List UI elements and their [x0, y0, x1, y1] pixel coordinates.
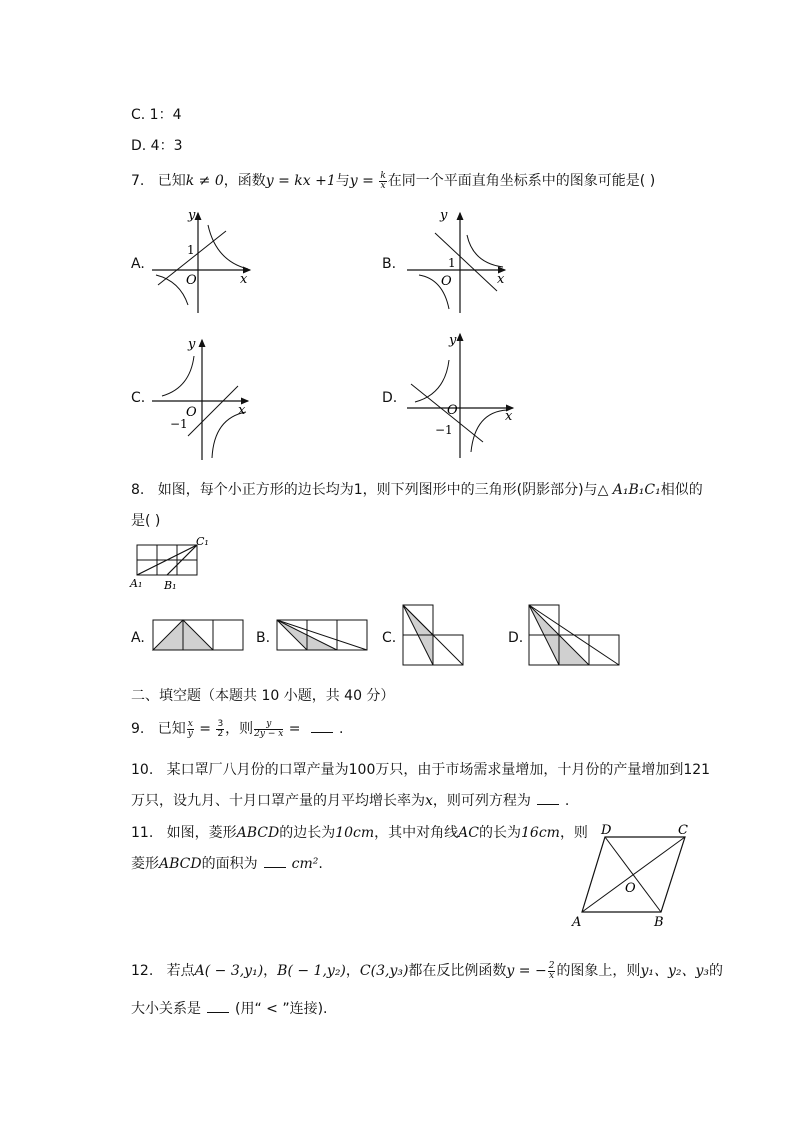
label-c1: C₁	[196, 535, 209, 548]
q11-line1-end: ，则	[559, 825, 588, 841]
q11-answer-blank[interactable]	[264, 857, 286, 868]
question-8	[131, 479, 703, 499]
q7-option-d: D.	[382, 390, 398, 406]
q11-line2-pre: 菱形	[131, 856, 159, 872]
graph-c-y-label: y	[188, 337, 196, 352]
q11-line1-mid: 的边长为	[279, 825, 336, 841]
graph-a-origin: O	[186, 273, 197, 288]
question-10	[131, 759, 710, 779]
q9-frac2-den: 2	[217, 728, 224, 739]
q9-post-eq: =	[284, 721, 305, 737]
q11-line1-pre: 如图，菱形	[166, 825, 237, 841]
graph-a-hyperbola-1	[208, 225, 248, 269]
q11-unit: cm²	[291, 856, 319, 872]
q9-frac1-den: y	[187, 728, 193, 739]
q11-number: 11.	[131, 825, 154, 841]
q9-frac3-den: 2y − x	[254, 728, 284, 739]
graph-c-origin: O	[186, 405, 197, 420]
q12-point-a: A( − 3,y₁)	[194, 963, 264, 979]
graph-c-hyperbola-1	[162, 356, 194, 396]
graph-b-origin: O	[441, 274, 452, 289]
q11-line2	[131, 853, 323, 873]
q11-side: 10cm	[335, 825, 375, 841]
q12-mid: 都在反比例函数	[408, 963, 507, 979]
option-d: D. 4：3	[131, 138, 183, 154]
q7-number: 7.	[131, 173, 145, 189]
q12-vars: y₁、y₂、y₃	[640, 963, 710, 979]
graph-c-hyperbola-2	[212, 412, 246, 458]
q7-f1: y = kx +1	[265, 173, 336, 189]
q8-option-a: A.	[131, 630, 145, 646]
q9-frac3-num: y	[254, 720, 283, 730]
graph-c-x-label: x	[238, 403, 246, 418]
q7-option-c: C.	[131, 390, 146, 406]
q8-option-c: C.	[382, 630, 397, 646]
graph-d	[405, 330, 520, 460]
q10-end: .	[564, 793, 570, 809]
q12-number: 12.	[131, 963, 154, 979]
q9-number: 9.	[131, 721, 145, 737]
rhombus-figure	[568, 820, 698, 932]
label-a1: A₁	[130, 577, 143, 590]
q8-option-d: D.	[508, 630, 524, 646]
q12-func-den: x	[549, 970, 555, 981]
q11-abcd2: ABCD	[159, 856, 202, 872]
q11-abcd: ABCD	[236, 825, 280, 841]
q8-line2: 是( )	[131, 513, 161, 529]
q8-reference-figure	[130, 535, 220, 592]
q12-func-num: 2	[548, 960, 555, 971]
graph-b-y-label: y	[440, 208, 448, 223]
label-a: A	[572, 915, 582, 930]
q10-number: 10.	[131, 762, 154, 778]
question-11	[131, 822, 588, 842]
graph-d-hyperbola-1	[415, 360, 449, 402]
q7-option-a: A.	[131, 256, 145, 272]
q9-frac2-num: 3	[217, 718, 224, 729]
q12-point-c: C(3,y₃)	[359, 963, 409, 979]
graph-d-origin: O	[447, 403, 458, 418]
graph-a	[150, 205, 260, 315]
q11-diag: 16cm	[521, 825, 560, 841]
graph-d-x-label: x	[505, 409, 513, 424]
q12-sep2: ，	[345, 963, 360, 979]
q7-text-mid: ，函数	[223, 173, 266, 189]
q11-line1-mid3: 的长为	[479, 825, 521, 841]
graph-a-hyperbola-2	[156, 275, 188, 305]
q8-text: 如图，每个小正方形的边长均为1，则下列图形中的三角形(阴影部分)与	[157, 482, 598, 498]
graph-b-hyperbola-1	[467, 235, 503, 267]
q9-answer-blank[interactable]	[311, 722, 333, 733]
graph-b-one: 1	[448, 256, 456, 270]
q8-triangle: △ A₁B₁C₁	[597, 482, 661, 498]
question-12	[131, 960, 723, 981]
q7-text-post: 在同一个平面直角坐标系中的图象可能是( )	[387, 173, 656, 189]
q8-figure-b	[277, 620, 369, 652]
graph-a-x-label: x	[240, 272, 248, 287]
graph-b-x-label: x	[497, 272, 505, 287]
section-title: 二、填空题（本题共 10 小题，共 40 分）	[131, 688, 395, 704]
label-b: B	[654, 915, 664, 930]
q7-cond: k ≠ 0	[185, 173, 224, 189]
q9-frac1-num: x	[187, 718, 193, 729]
q10-line1: 某口罩厂八月份的口罩产量为100万只，由于市场需求量增加，十月份的产量增加到121	[166, 762, 711, 778]
q12-func-frac	[548, 962, 556, 981]
q12-func-lhs: y = −	[506, 963, 547, 979]
q8-figure-c	[403, 605, 467, 667]
q9-frac3	[254, 720, 283, 739]
q8-figure-d	[529, 605, 623, 667]
q10-line2-pre: 万只，设九月、十月口罩产量的月平均增长率为	[131, 793, 425, 809]
q9-eq: =	[194, 721, 216, 737]
q9-frac2	[216, 720, 224, 739]
q7-option-b: B.	[382, 256, 397, 272]
q12-pre: 若点	[166, 963, 195, 979]
q10-line2-post: ，则可列方程为	[432, 793, 531, 809]
graph-c	[150, 336, 260, 464]
q9-frac1	[187, 720, 194, 739]
q12-end: 的	[709, 963, 724, 979]
graph-b	[405, 205, 515, 315]
q7-f2-fraction	[379, 172, 386, 191]
graph-d-y-label: y	[449, 333, 457, 348]
q12-post: 的图象上，则	[556, 963, 641, 979]
q11-line1-mid2: ，其中对角线	[374, 825, 459, 841]
q11-ac: AC	[458, 825, 479, 841]
q12-answer-blank[interactable]	[207, 1002, 229, 1013]
q11-end: .	[318, 856, 323, 872]
q9-pre: 已知	[157, 721, 186, 737]
label-o: O	[625, 881, 636, 896]
q11-line2-mid: 的面积为	[201, 856, 258, 872]
q8-number: 8.	[131, 482, 145, 498]
q8-text-post: 相似的	[660, 482, 703, 498]
q12-sep1: ，	[263, 963, 278, 979]
q12-line2	[131, 998, 328, 1018]
q8-option-b: B.	[256, 630, 271, 646]
q7-text-and: 与	[335, 173, 350, 189]
q10-answer-blank[interactable]	[537, 794, 559, 805]
q7-f2-lhs: y =	[349, 173, 379, 189]
label-c: C	[678, 823, 688, 838]
q12-line2-post: (用“ < ”连接).	[235, 1001, 328, 1017]
q8-figure-a	[153, 620, 245, 652]
graph-a-y-label: y	[188, 208, 196, 223]
q10-var: x	[425, 793, 433, 809]
graph-d-minus-one: −1	[435, 423, 453, 437]
q9-end: .	[338, 721, 344, 737]
q7-f2-num: k	[380, 170, 386, 181]
question-9	[131, 718, 343, 739]
q7-text-pre: 已知	[157, 173, 186, 189]
graph-a-one: 1	[187, 243, 195, 257]
label-b1: B₁	[164, 579, 177, 592]
q9-mid: ，则	[225, 721, 254, 737]
option-c: C. 1：4	[131, 107, 182, 123]
graph-c-minus-one: −1	[170, 417, 188, 431]
graph-d-hyperbola-2	[471, 410, 507, 452]
q12-point-b: B( − 1,y₂)	[277, 963, 346, 979]
label-d: D	[601, 823, 612, 838]
q12-line2-pre: 大小关系是	[131, 1001, 201, 1017]
q7-f2-den: x	[380, 180, 386, 191]
question-7	[131, 170, 655, 191]
q10-line2	[131, 790, 569, 810]
